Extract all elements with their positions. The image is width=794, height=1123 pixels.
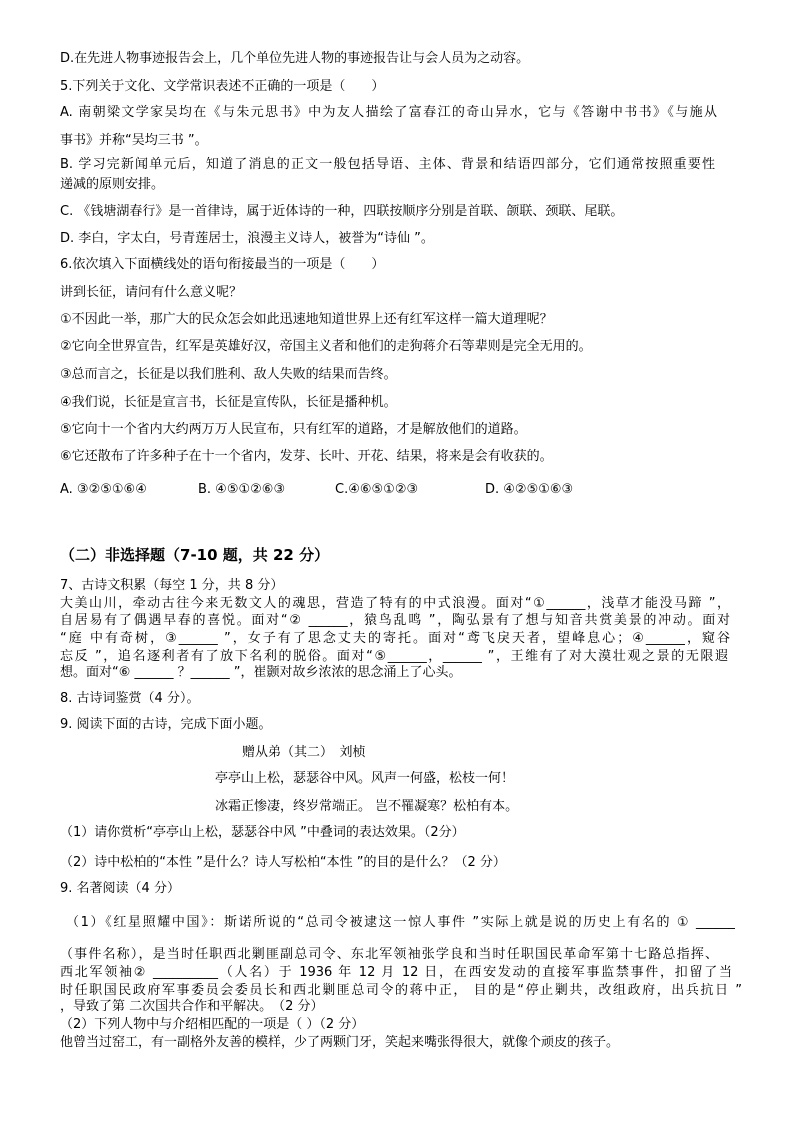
q9-classics-sub1-line-4: 时任职国民政府军事委员会委员长和西北剿匪总司令的蒋中正， 目的是“停止剿共，改组政府，出兵抗日 ” — [60, 983, 742, 998]
q7-line-2: 自居易有了偶遇早春的喜悦。面对“② ______，猿鸟乱鸣 ”，陶弘景有了想与知音共赏美景的冲动。面对 — [60, 613, 730, 628]
q5-stem: 5.下列关于文化、文学常识表述不正确的一项是（ ） — [60, 79, 385, 94]
q7-title: 7、古诗文积累（每空 1 分，共 8 分） — [60, 578, 284, 593]
poem-line-1: 亭亭山上松，瑟瑟谷中风。风声一何盛，松枝一何！ — [215, 771, 515, 786]
q9-classics-sub2-text: 他曾当过窑工，有一副格外友善的模样，少了两颗门牙，笑起来嘴张得很大，就像个顽皮的孩子。 — [60, 1035, 620, 1050]
q6-sentence-5: ⑤它向十一个省内大约两万万人民宣布，只有红军的道路，才是解放他们的道路。 — [60, 422, 527, 437]
q6-sentence-3: ③总而言之，长征是以我们胜利、敌人失败的结果而告终。 — [60, 367, 397, 382]
q4-option-d: D.在先进人物事迹报告会上，几个单位先进人物的事迹报告让与会人员为之动容。 — [60, 51, 530, 66]
q7-line-3: “庭 中有奇树，③______ ”，女子有了思念丈夫的寄托。面对“鸢飞戾天者，望峰息心；④______，窥谷 — [60, 631, 730, 646]
q5-option-b-line1: B. 学习完新闻单元后，知道了消息的正文一般包括导语、主体、背景和结语四部分，它们通常按照重要性 — [60, 157, 715, 172]
q9-classics-sub2: （2）下列人物中与介绍相匹配的一项是（ ）（2 分） — [60, 1017, 365, 1032]
section2-heading: （二）非选择题（7-10 题，共 22 分） — [60, 546, 330, 564]
q6-sentence-4: ④我们说，长征是宣言书，长征是宣传队，长征是播种机。 — [60, 395, 397, 410]
q9-classics-sub1-line-5: ，导致了第 二次国共合作和平解决。 （2 分） — [60, 999, 324, 1014]
q9-classics-sub1-line-3: 西北军领袖② __________（人名）于 1936 年 12 月 12 日，在西安发动的直接军事监禁事件，扣留了当 — [60, 965, 732, 980]
q9-classics-sub1-line-2: （事件名称），是当时任职西北剿匪副总司令、东北军领袖张学良和当时任职国民革命军第十七路总指挥、 — [60, 947, 718, 962]
q6-options — [60, 481, 740, 499]
q9-classics-title: 9. 名著阅读（4 分） — [60, 881, 180, 896]
q6-option-a: A. ③②⑤①⑥④ — [60, 482, 147, 497]
q6-sentence-2: ②它向全世界宣告，红军是英雄好汉，帝国主义者和他们的走狗蒋介石等辈则是完全无用的。 — [60, 339, 592, 354]
q6-stem: 6.依次填入下面横线处的语句衔接最当的一项是（ ） — [60, 257, 385, 272]
q7-line-1: 大美山川，牵动古往今来无数文人的魂思，营造了特有的中式浪漫。面对“①______，浅草才能没马蹄 ”， — [60, 596, 730, 611]
q5-option-a-line2: 事书》并称“吴均三书 ”。 — [60, 133, 208, 148]
q9-poem-instruction: 9. 阅读下面的古诗，完成下面小题。 — [60, 717, 272, 732]
q8-title: 8. 古诗词鉴赏（4 分）。 — [60, 691, 200, 706]
q7-line-4: 忘反 ”，追名逐利者有了放下名利的脱俗。面对“⑤______，______ ”，王维有了对大漠壮观之景的无限遐 — [60, 649, 728, 664]
poem-title: 赠从弟（其二） 刘桢 — [242, 745, 366, 760]
q5-option-a-line1: A. 南朝梁文学家吴均在《与朱元思书》中为友人描绘了富春江的奇山异水，它与《答谢中书书》《与施从 — [60, 105, 717, 120]
q5-option-d: D. 李白，字太白，号青莲居士，浪漫主义诗人，被誉为“诗仙 ”。 — [60, 231, 434, 246]
q9-classics-sub1-line-1: （1）《红星照耀中国》：斯诺所说的“总司令被逮这一惊人事件 ”实际上就是说的历史上有名的 ① ______ — [66, 915, 735, 930]
q9-poem-sub2: （2）诗中松柏的“本性 ”是什么？诗人写松柏“本性 ”的目的是什么？（2 分） — [60, 855, 506, 870]
q6-option-d: D. ④②⑤①⑥③ — [485, 482, 574, 497]
q6-sentence-6: ⑥它还散布了许多种子在十一个省内，发芽、长叶、开花、结果，将来是会有收获的。 — [60, 449, 553, 464]
q6-option-c: C.④⑥⑤①②③ — [335, 482, 419, 497]
q5-option-b-line2: 递减的原则安排。 — [60, 177, 165, 192]
q7-line-5: 想。面对“⑥ ______ ？______ ”，崔颢对故乡浓浓的思念涌上了心头。 — [60, 665, 462, 680]
poem-line-2: 冰霜正惨凄，终岁常端正。 岂不罹凝寒？松柏有本。 — [215, 799, 519, 814]
q6-intro: 讲到长征，请问有什么意义呢？ — [60, 285, 243, 300]
q6-option-b: B. ④⑤①②⑥③ — [198, 482, 286, 497]
q6-sentence-1: ①不因此一举，那广大的民众怎会如此迅速地知道世界上还有红军这样一篇大道理呢？ — [60, 312, 553, 327]
q9-poem-sub1: （1）请你赏析“亭亭山上松，瑟瑟谷中风 ”中叠词的表达效果。（2分） — [60, 825, 465, 840]
q5-option-c: C. 《钱塘湖春行》是一首律诗，属于近体诗的一种，四联按顺序分别是首联、颌联、颈联、尾联。 — [60, 204, 624, 219]
